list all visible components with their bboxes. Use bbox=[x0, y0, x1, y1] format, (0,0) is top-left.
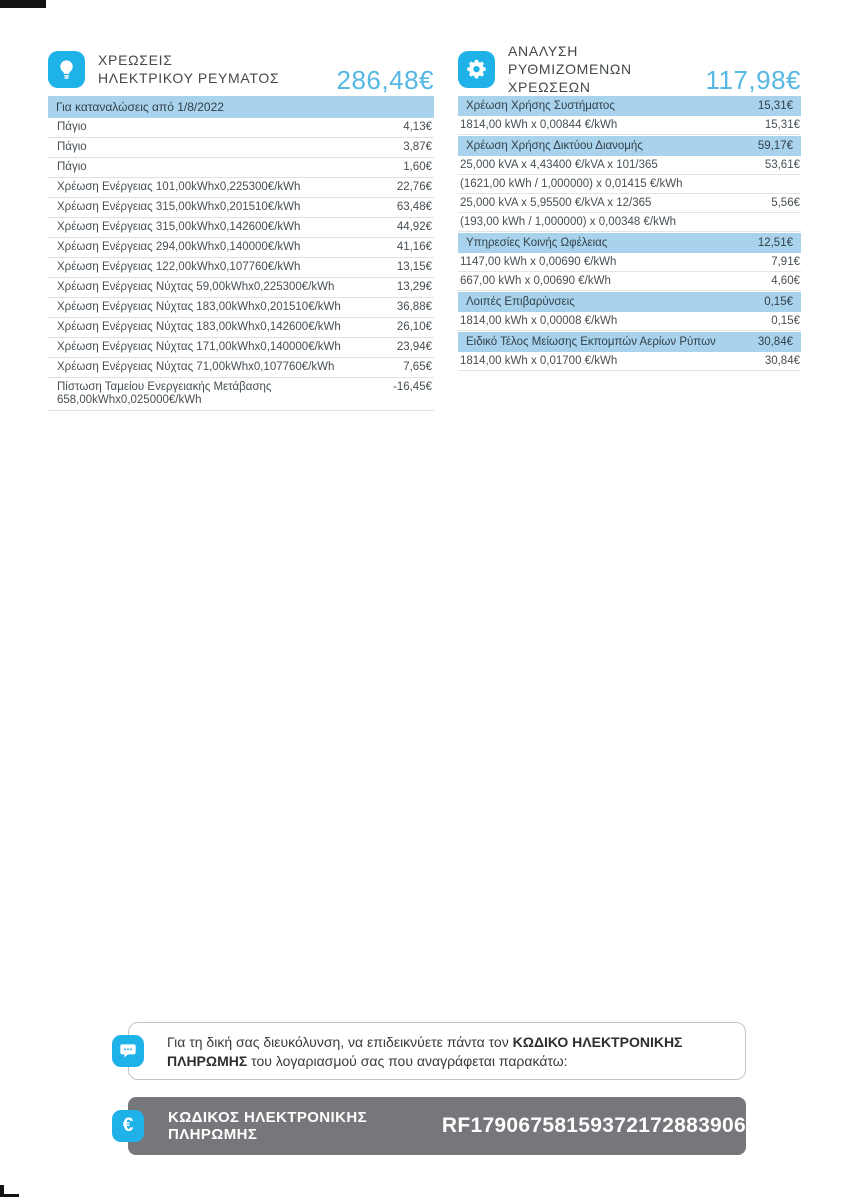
charge-label: Χρέωση Χρήσης Συστήματος bbox=[466, 100, 615, 112]
charge-row bbox=[48, 158, 434, 178]
gear-icon bbox=[458, 51, 495, 88]
charge-amount: 1,60€ bbox=[403, 161, 432, 173]
charge-amount: 26,10€ bbox=[396, 321, 432, 333]
charge-label: 25,000 kVA x 4,43400 €/kVA x 101/365 bbox=[460, 159, 658, 171]
charge-label: Χρέωση Ενέργειας Νύχτας 171,00kWhx0,140000€/kWh bbox=[57, 341, 341, 353]
charge-label: 1814,00 kWh x 0,01700 €/kWh bbox=[460, 355, 618, 367]
charge-amount: 13,15€ bbox=[396, 261, 432, 273]
note-text-pre: Για τη δική σας διευκόλυνση, να επιδεικνύετε πάντα τον bbox=[167, 1034, 513, 1050]
regulated-charge-row bbox=[458, 253, 801, 272]
charge-amount: 23,94€ bbox=[396, 341, 432, 353]
charge-amount: 41,16€ bbox=[396, 241, 432, 253]
charge-amount: 13,29€ bbox=[396, 281, 432, 293]
title-line-1: ΑΝΑΛΥΣΗ bbox=[508, 43, 579, 59]
regulated-charges-table bbox=[458, 96, 801, 371]
charge-label: Ειδικό Τέλος Μείωσης Εκπομπών Αερίων Ρύπων bbox=[466, 336, 716, 348]
lightbulb-icon bbox=[48, 51, 85, 88]
charge-label: Χρέωση Ενέργειας Νύχτας 71,00kWhx0,107760€/kWh bbox=[57, 361, 335, 373]
title-line-2: ΗΛΕΚΤΡΙΚΟΥ ΡΕΥΜΑΤΟΣ bbox=[98, 70, 280, 86]
charge-row bbox=[48, 378, 434, 411]
charge-label: Χρέωση Ενέργειας 315,00kWhx0,201510€/kWh bbox=[57, 201, 301, 213]
charge-amount: 53,61€ bbox=[764, 159, 800, 171]
electricity-charges-header bbox=[48, 44, 434, 94]
charge-label: 1147,00 kWh x 0,00690 €/kWh bbox=[460, 256, 617, 268]
regulated-charge-row bbox=[458, 116, 801, 135]
charge-label: Χρέωση Ενέργειας 294,00kWhx0,140000€/kWh bbox=[57, 241, 301, 253]
regulated-charge-row bbox=[458, 292, 801, 312]
charge-label: Λοιπές Επιβαρύνσεις bbox=[466, 296, 575, 308]
regulated-charge-row bbox=[458, 352, 801, 371]
charge-label: (1621,00 kWh / 1,000000) x 0,01415 €/kWh bbox=[460, 178, 683, 190]
charge-row bbox=[48, 278, 434, 298]
regulated-charge-row bbox=[458, 213, 801, 232]
charge-label: 667,00 kWh x 0,00690 €/kWh bbox=[460, 275, 611, 287]
charge-row bbox=[48, 198, 434, 218]
charge-amount: 59,17€ bbox=[757, 140, 793, 152]
regulated-charge-row bbox=[458, 272, 801, 291]
chat-bubble-icon bbox=[112, 1035, 144, 1067]
charge-amount: 0,15€ bbox=[771, 315, 800, 327]
charge-row bbox=[48, 338, 434, 358]
payment-code-note bbox=[128, 1022, 746, 1080]
electricity-charges-total: 286,48€ bbox=[336, 65, 434, 95]
title-line-1: ΧΡΕΩΣΕΙΣ bbox=[98, 52, 173, 68]
charge-amount: -16,45€ bbox=[392, 381, 432, 393]
electricity-charges-panel bbox=[48, 44, 434, 411]
euro-icon: € bbox=[112, 1110, 144, 1142]
charge-label: Χρέωση Ενέργειας 315,00kWhx0,142600€/kWh bbox=[57, 221, 301, 233]
charge-amount: 30,84€ bbox=[757, 336, 793, 348]
charge-label: Χρέωση Ενέργειας 122,00kWhx0,107760€/kWh bbox=[57, 261, 301, 273]
regulated-charge-row bbox=[458, 175, 801, 194]
regulated-charge-rows bbox=[458, 96, 801, 371]
charge-label: Χρέωση Ενέργειας Νύχτας 59,00kWhx0,225300€/kWh bbox=[57, 281, 335, 293]
title-line-2: ΡΥΘΜΙΖΟΜΕΝΩΝ ΧΡΕΩΣΕΩΝ bbox=[508, 61, 632, 95]
regulated-charges-header bbox=[458, 44, 801, 94]
charge-amount: 5,56€ bbox=[771, 197, 800, 209]
charge-label: 1814,00 kWh x 0,00008 €/kWh bbox=[460, 315, 618, 327]
regulated-charge-row bbox=[458, 136, 801, 156]
charge-row bbox=[48, 118, 434, 138]
charge-label: Πάγιο bbox=[57, 161, 87, 173]
charge-label: Χρέωση Ενέργειας Νύχτας 183,00kWhx0,142600€/kWh bbox=[57, 321, 341, 333]
regulated-charge-row bbox=[458, 312, 801, 331]
regulated-charge-row bbox=[458, 233, 801, 253]
regulated-charge-row bbox=[458, 96, 801, 116]
payment-code-label: ΚΩΔΙΚΟΣ ΗΛΕΚΤΡΟΝΙΚΗΣ ΠΛΗΡΩΜΗΣ bbox=[168, 1109, 367, 1143]
regulated-charges-title bbox=[508, 42, 705, 96]
charge-label: Υπηρεσίες Κοινής Ωφέλειας bbox=[466, 237, 608, 249]
charge-amount: 0,15€ bbox=[764, 296, 793, 308]
charge-row bbox=[48, 218, 434, 238]
charge-amount: 36,88€ bbox=[396, 301, 432, 313]
charge-amount: 7,65€ bbox=[403, 361, 432, 373]
charge-label: Πάγιο bbox=[57, 121, 87, 133]
charge-row bbox=[48, 318, 434, 338]
charge-amount: 4,13€ bbox=[403, 121, 432, 133]
charge-amount: 30,84€ bbox=[764, 355, 800, 367]
charge-label: 25,000 kVA x 5,95500 €/kVA x 12/365 bbox=[460, 197, 652, 209]
charge-label: (193,00 kWh / 1,000000) x 0,00348 €/kWh bbox=[460, 216, 677, 228]
charge-amount: 3,87€ bbox=[403, 141, 432, 153]
regulated-charge-row bbox=[458, 194, 801, 213]
electricity-charge-rows bbox=[48, 118, 434, 411]
charge-row bbox=[48, 138, 434, 158]
charge-amount: 15,31€ bbox=[764, 119, 800, 131]
print-registration-mark-top bbox=[0, 0, 46, 8]
charge-label: Χρέωση Χρήσης Δικτύου Διανομής bbox=[466, 140, 643, 152]
payment-code-value: RF17906758159372172883906 bbox=[441, 1114, 746, 1137]
electricity-charges-table bbox=[48, 96, 434, 411]
charge-amount: 4,60€ bbox=[771, 275, 800, 287]
charge-amount: 15,31€ bbox=[757, 100, 793, 112]
charge-label: Χρέωση Ενέργειας 101,00kWhx0,225300€/kWh bbox=[57, 181, 301, 193]
regulated-charges-total: 117,98€ bbox=[705, 65, 801, 95]
charge-row bbox=[48, 358, 434, 378]
charge-amount: 44,92€ bbox=[396, 221, 432, 233]
payment-code-bar bbox=[128, 1097, 746, 1155]
charge-row bbox=[48, 258, 434, 278]
charge-row bbox=[48, 298, 434, 318]
charge-label: Χρέωση Ενέργειας Νύχτας 183,00kWhx0,201510€/kWh bbox=[57, 301, 341, 313]
charge-amount: 12,51€ bbox=[757, 237, 793, 249]
charge-label: Πάγιο bbox=[57, 141, 87, 153]
regulated-charges-panel bbox=[458, 44, 801, 371]
regulated-charge-row bbox=[458, 156, 801, 175]
charge-row bbox=[48, 178, 434, 198]
regulated-charge-row bbox=[458, 332, 801, 352]
consumption-period-header: Για καταναλώσεις από 1/8/2022 bbox=[48, 96, 434, 118]
print-registration-mark-bottom bbox=[0, 1185, 19, 1197]
charge-amount: 22,76€ bbox=[396, 181, 432, 193]
note-text-post: του λογαριασμού σας που αναγράφεται παρακάτω: bbox=[247, 1053, 568, 1069]
charge-label: Πίστωση Ταμείου Ενεργειακής Μετάβασης 658,00kWhx0,025000€/kWh bbox=[57, 381, 272, 406]
note-text-bold: ΚΩΔΙΚΟ ΗΛΕΚΤΡΟΝΙΚΗΣ ΠΛΗΡΩΜΗΣ bbox=[167, 1034, 683, 1069]
charge-amount: 63,48€ bbox=[396, 201, 432, 213]
charge-row bbox=[48, 238, 434, 258]
charge-label: 1814,00 kWh x 0,00844 €/kWh bbox=[460, 119, 618, 131]
electricity-charges-title bbox=[98, 51, 279, 87]
charge-amount: 7,91€ bbox=[771, 256, 800, 268]
